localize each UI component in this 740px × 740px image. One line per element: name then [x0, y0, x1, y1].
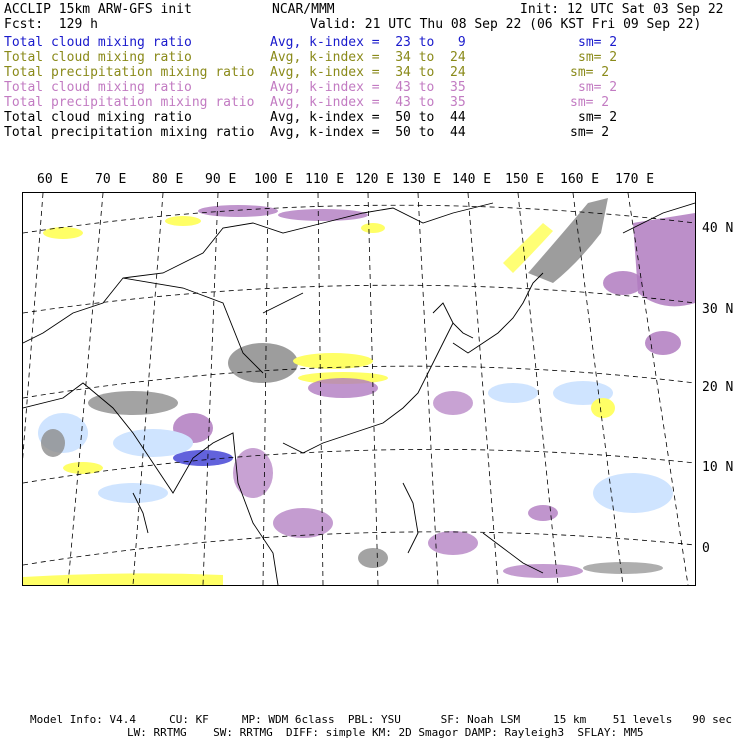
lat-label-20n: 20 N [702, 380, 734, 395]
lon-label-110e: 110 E [305, 172, 345, 187]
lat-label-10n: 10 N [702, 460, 734, 475]
lon-label-160e: 160 E [560, 172, 600, 187]
legend-row-7-field: Total precipitation mixing ratio [4, 125, 255, 140]
legend-row-6-avg: Avg, k-index = 50 to 44 [270, 110, 466, 125]
legend-row-6-sm: sm= 2 [578, 110, 618, 125]
legend-row-5-field: Total precipitation mixing ratio [4, 95, 255, 110]
cloud-field [23, 198, 695, 585]
lat-label-0: 0 [702, 541, 710, 556]
legend-row-4-sm: sm= 2 [578, 80, 618, 95]
legend-row-4-field: Total cloud mixing ratio [4, 80, 192, 95]
legend-row-1-avg: Avg, k-index = 23 to 9 [270, 35, 466, 50]
legend-row-5-sm: sm= 2 [570, 95, 610, 110]
lon-label-70e: 70 E [95, 172, 127, 187]
forecast-hour: Fcst: 129 h [4, 17, 98, 32]
legend-row-7-avg: Avg, k-index = 50 to 44 [270, 125, 466, 140]
lon-label-100e: 100 E [254, 172, 294, 187]
init-time: Init: 12 UTC Sat 03 Sep 22 [520, 2, 724, 17]
lon-label-60e: 60 E [37, 172, 69, 187]
legend-row-2-avg: Avg, k-index = 34 to 24 [270, 50, 466, 65]
lon-label-170e: 170 E [615, 172, 655, 187]
lon-label-90e: 90 E [205, 172, 237, 187]
lon-label-120e: 120 E [355, 172, 395, 187]
legend-row-2-field: Total cloud mixing ratio [4, 50, 192, 65]
lon-label-140e: 140 E [452, 172, 492, 187]
organization-label: NCAR/MMM [272, 2, 335, 17]
lon-label-80e: 80 E [152, 172, 184, 187]
lat-label-40n: 40 N [702, 221, 734, 236]
legend-row-3-field: Total precipitation mixing ratio [4, 65, 255, 80]
legend-row-1-sm: sm= 2 [578, 35, 618, 50]
legend-row-5-avg: Avg, k-index = 43 to 35 [270, 95, 466, 110]
legend-row-3-sm: sm= 2 [570, 65, 610, 80]
legend-row-7-sm: sm= 2 [570, 125, 610, 140]
model-title: ACCLIP 15km ARW-GFS init [4, 2, 192, 17]
lat-label-30n: 30 N [702, 302, 734, 317]
legend-row-4-avg: Avg, k-index = 43 to 35 [270, 80, 466, 95]
map-panel [22, 192, 696, 586]
legend-row-3-avg: Avg, k-index = 34 to 24 [270, 65, 466, 80]
lon-label-150e: 150 E [505, 172, 545, 187]
map-canvas [23, 193, 695, 585]
legend-row-1-field: Total cloud mixing ratio [4, 35, 192, 50]
footer-physics-info: LW: RRTMG SW: RRTMG DIFF: simple KM: 2D Smagor DAMP: Rayleigh3 SFLAY: MM5 [127, 726, 644, 739]
legend-row-2-sm: sm= 2 [578, 50, 618, 65]
lon-label-130e: 130 E [402, 172, 442, 187]
legend-row-6-field: Total cloud mixing ratio [4, 110, 192, 125]
valid-time: Valid: 21 UTC Thu 08 Sep 22 (06 KST Fri 09 Sep 22) [310, 17, 702, 32]
footer-model-info: Model Info: V4.4 CU: KF MP: WDM 6class PBL: YSU SF: Noah LSM 15 km 51 levels 90 sec [30, 713, 732, 726]
